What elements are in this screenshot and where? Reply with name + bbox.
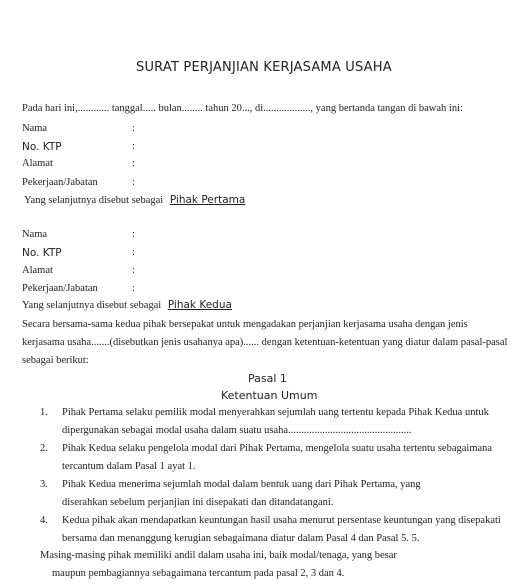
party2-reference (22, 299, 232, 311)
party2-field-ktp: No. KTP (22, 247, 62, 259)
document-title: SURAT PERJANJIAN KERJASAMA USAHA (136, 60, 392, 75)
party2-ref-prefix: Yang selanjutnya disebut sebagai (22, 300, 162, 311)
party2-colon: : (132, 283, 135, 294)
party1-field-ktp: No. KTP (22, 141, 62, 153)
list-item-line: bersama dan menanggung kerugian sebagaimana diatur dalam Pasal 4 dan Pasal 5. 5. (62, 533, 420, 544)
party1-ref-name: Pihak Pertama (169, 194, 246, 206)
agreement-line: kerjasama usaha.......(disebutkan jenis usahanya apa)...... dengan ketentuan-ketentuan yang diatur dalam pasal-pasal (22, 337, 508, 348)
list-item-line: diserahkan sebelum perjanjian ini disepakati dan ditandatangani. (62, 497, 334, 508)
list-item-line: Pihak Pertama selaku pemilik modal menyerahkan sejumlah uang tertentu kepada Pihak Kedua untuk (62, 407, 489, 418)
list-item-number: 2. (40, 443, 48, 454)
pasal-subheading: Ketentuan Umum (221, 389, 318, 402)
party2-field-pekerjaan: Pekerjaan/Jabatan (22, 283, 98, 294)
agreement-line: sebagai berikut: (22, 355, 89, 366)
closing-line: maupun pembagiannya sebagaimana tercantum pada pasal 2, 3 dan 4. (52, 568, 345, 579)
party1-colon: : (132, 123, 135, 134)
party1-field-alamat: Alamat (22, 158, 53, 169)
list-item-line: Pihak Kedua selaku pengelola modal dari Pihak Pertama, mengelola suatu usaha tertentu sebagaimana (62, 443, 493, 454)
list-item-number: 4. (40, 515, 48, 526)
party1-field-pekerjaan: Pekerjaan/Jabatan (22, 177, 98, 188)
list-item-line: tercantum dalam Pasal 1 ayat 1. (62, 461, 196, 472)
list-item-number: 1. (40, 407, 48, 418)
list-item-line: Pihak Kedua menerima sejumlah modal dalam bentuk uang dari Pihak Pertama, yang (62, 479, 421, 490)
party2-colon: : (132, 265, 135, 276)
list-item-number: 3. (40, 479, 48, 490)
party1-ref-prefix: Yang selanjutnya disebut sebagai (24, 195, 164, 206)
pasal-heading: Pasal 1 (248, 372, 287, 385)
party2-ref-name: Pihak Kedua (167, 299, 232, 311)
list-item-line: Kedua pihak akan mendapatkan keuntungan hasil usaha menurut persentase keuntungan yang disepakati (62, 515, 501, 526)
party2-colon: : (132, 229, 135, 240)
party2-colon: : (132, 247, 135, 258)
party1-colon: : (132, 177, 135, 188)
party2-field-alamat: Alamat (22, 265, 53, 276)
list-item-line: dipergunakan sebagai modal usaha dalam suatu usaha............................................... (62, 425, 412, 436)
agreement-line: Secara bersama-sama kedua pihak bersepakat untuk mengadakan perjanjian kerjasama usaha dengan jenis (22, 319, 468, 330)
closing-line: Masing-masing pihak memiliki andil dalam usaha ini, baik modal/tenaga, yang besar (40, 550, 397, 561)
opening-paragraph: Pada hari ini,............ tanggal..... bulan........ tahun 20..., di.................., yang bertanda tangan di bawah ini: (22, 103, 463, 114)
party1-colon: : (132, 158, 135, 169)
party1-reference (24, 194, 245, 206)
party1-colon: : (132, 141, 135, 152)
party1-field-nama: Nama (22, 123, 48, 134)
party2-field-nama: Nama (22, 229, 48, 240)
